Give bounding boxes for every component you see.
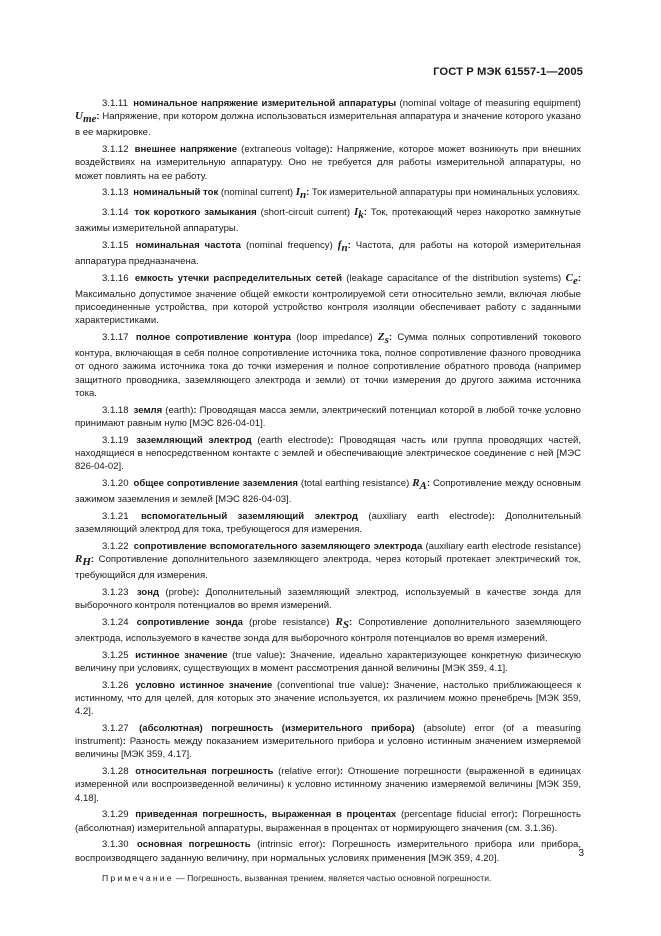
symbol-subscript: k [358, 208, 364, 221]
term-symbol: R [335, 615, 343, 628]
symbol-group [412, 476, 427, 492]
term-english: (short-circuit current) [256, 207, 354, 219]
colon: : [491, 510, 495, 522]
definition-entry [75, 510, 581, 536]
note [75, 872, 581, 884]
clause-number: 3.1.12 [102, 144, 129, 156]
symbol-group [75, 110, 97, 126]
term-english: (leakage capacitance of the distribution systems) [341, 272, 566, 284]
colon: : [347, 239, 351, 251]
colon: : [196, 586, 200, 598]
definition-text: Напряжение, которое может возникнуть при внешних воздействиях на измерительную аппаратуру. Оно не требуется для работы измерительной аппаратуры, но может повлиять на ее работу. [75, 144, 581, 182]
clause-number: 3.1.23 [102, 586, 129, 598]
clause-number: 3.1.18 [102, 404, 129, 416]
term: (абсолютная) погрешность (измерительного прибора) [139, 722, 415, 734]
clause-number: 3.1.26 [102, 679, 129, 691]
definition-text: Значение, настолько приближающееся к истинному, что для целей, для которых это значение используется, их различием можно пренебречь [МЭК 359, 4.2]. [75, 679, 582, 718]
colon: : [363, 207, 367, 219]
term: вспомогательный заземляющий электрод [141, 510, 358, 522]
clause-number: 3.1.19 [102, 434, 129, 446]
term-english: (intrinsic error) [250, 839, 323, 851]
term-symbol: R [412, 476, 420, 489]
definition-entry [75, 649, 581, 675]
term-english: (percentage fiducial error) [396, 809, 515, 821]
colon: : [122, 736, 126, 748]
symbol-group [295, 186, 307, 202]
definition-entry [75, 206, 581, 235]
definition-entry [75, 477, 581, 506]
term-english: (total earthing resistance) [297, 477, 413, 489]
definition-text: Дополнительный заземляющий электрод, используемый в качестве зонда для выборочного контроля потенциалов во время измерений. [75, 586, 581, 612]
symbol-group [565, 271, 578, 287]
term: земля [133, 404, 163, 416]
clause-number: 3.1.24 [102, 616, 129, 628]
term-english: (probe resistance) [242, 616, 336, 628]
colon: : [348, 616, 353, 628]
clause-number: 3.1.27 [102, 722, 129, 734]
definition-entry [75, 186, 581, 202]
symbol-subscript: s [384, 334, 389, 347]
definitions-list [75, 97, 581, 865]
symbol-group [337, 238, 348, 254]
term: ток короткого замыкания [134, 207, 257, 219]
document-body [75, 97, 581, 884]
definition-entry [75, 404, 581, 430]
clause-number: 3.1.15 [102, 239, 129, 251]
term-symbol: I [353, 206, 359, 219]
definition-text: Частота, для работы на которой измерительная аппаратура предназначена. [75, 239, 581, 268]
definition-entry [75, 586, 581, 612]
term: относительная погрешность [135, 766, 274, 778]
definition-entry [75, 765, 581, 805]
note-text: — Погрешность, вызванная трением, является частью основной погрешности. [176, 872, 492, 883]
symbol-group [353, 206, 364, 221]
colon: : [322, 839, 326, 851]
term: номинальный ток [133, 187, 219, 199]
symbol-subscript: H [82, 555, 91, 568]
term-symbol: f [337, 238, 342, 251]
term: зонд [136, 586, 160, 598]
term: сопротивление вспомогательного заземляющего электрода [133, 540, 423, 552]
term: внешнее напряжение [134, 144, 238, 156]
colon: : [340, 766, 344, 778]
definition-text: Ток, протекающий через накоротко замкнутые зажимы измерительной аппаратуры. [75, 207, 582, 235]
definition-entry [75, 616, 581, 645]
clause-number: 3.1.20 [102, 477, 129, 489]
definition-entry [75, 272, 581, 328]
definition-text: Разность между показанием измерительного прибора и условно истинным значением измеряемой величины [МЭК 359, 4.17]. [75, 736, 581, 761]
term: емкость утечки распределительных сетей [134, 272, 342, 284]
definition-text: Дополнительный заземляющий электрод для тока, требующегося для измерения. [75, 510, 582, 535]
clause-number: 3.1.25 [102, 649, 129, 661]
definition-text: Ток измерительной аппаратуры при номинальных условиях. [309, 187, 581, 199]
symbol-subscript: n [341, 241, 348, 254]
definition-entry [75, 434, 581, 474]
clause-number: 3.1.30 [102, 839, 129, 851]
definition-text: Напряжение, при котором должна использоваться измерительная аппаратура и значение которого указано в ее маркировке. [75, 111, 581, 139]
colon: : [385, 679, 389, 691]
definition-text: Проводящая масса земли, электрический потенциал которой в любой точке условно принимают равным нулю [МЭС 826-04-01]. [75, 404, 581, 429]
term: номинальная частота [135, 239, 241, 251]
definition-entry [75, 143, 581, 183]
term: полное сопротивление контура [135, 332, 291, 344]
term-english: (extraneous voltage) [237, 144, 330, 156]
symbol-group [335, 615, 349, 631]
definition-entry [75, 808, 581, 834]
clause-number: 3.1.28 [102, 766, 129, 778]
term-symbol: Z [377, 331, 385, 344]
term-english: (loop impedance) [290, 332, 378, 344]
colon: : [330, 434, 334, 446]
term-english: (auxiliary earth electrode resistance) [422, 540, 582, 552]
colon: : [96, 111, 100, 123]
clause-number: 3.1.14 [102, 207, 129, 219]
clause-number: 3.1.29 [102, 809, 129, 821]
term-symbol: U [75, 110, 83, 123]
term-english: (true value) [227, 649, 283, 661]
term-symbol: C [565, 271, 573, 284]
term: заземляющий электрод [136, 434, 252, 446]
clause-number: 3.1.17 [102, 332, 129, 344]
symbol-subscript: S [342, 618, 349, 631]
clause-number: 3.1.16 [102, 272, 129, 284]
colon: : [388, 332, 393, 344]
term: условно истинное значение [135, 679, 273, 691]
term-english: (nominal voltage of measuring equipment) [396, 98, 581, 109]
term-english: (auxiliary earth electrode) [357, 510, 492, 522]
term: приведенная погрешность, выраженная в процентах [135, 809, 397, 821]
colon: : [193, 404, 197, 416]
clause-number: 3.1.22 [102, 540, 129, 552]
term: номинальное напряжение измерительной аппаратуры [133, 98, 397, 109]
term-english: (earth) [162, 404, 194, 416]
definition-text: Сопротивление между основным зажимом заземления и землей [МЭС 826-04-03]. [75, 477, 581, 505]
term-english: (nominal current) [218, 187, 296, 199]
clause-number: 3.1.11 [102, 98, 128, 109]
definition-text: Сумма полных сопротивлений токового контура, включающая в себя полное сопротивление источника тока, полное сопротивление фазного проводника от одного зажима источника тока до точки измерения и полное сопротивление обратного провода (например защитного проводника, заземляющего электрода и земли) от точки измерения до другого зажима источника тока. [75, 332, 581, 399]
page-number: 3 [578, 848, 584, 859]
term-symbol: I [295, 186, 300, 199]
term-english: (earth electrode) [251, 434, 331, 446]
term: общее сопротивление заземления [133, 477, 298, 489]
colon: : [329, 144, 333, 156]
definition-text: Сопротивление дополнительного заземляющего электрода, через который протекает электрический ток, требующийся для измерения. [75, 553, 581, 582]
term-english: (absolute) error (of a measuring instrument) [75, 722, 581, 748]
definition-entry [75, 838, 581, 864]
symbol-subscript: n [299, 189, 307, 202]
colon: : [514, 809, 518, 821]
colon: : [426, 477, 431, 489]
definition-text: Проводящая часть или группа проводящих частей, находящиеся в непосредственном контакте с землей и обеспечивающие электрическое соединение с ней [МЭС 826-04-02]. [75, 434, 582, 473]
colon: : [282, 649, 286, 661]
term-english: (conventional true value) [272, 679, 386, 691]
definition-entry [75, 331, 581, 400]
definition-text: Отношение погрешности (выраженной в единицах измеренной или воспроизведенной величины) к условно истинному значению измеряемой величины [МЭК 359, 4.18]. [75, 766, 582, 804]
clause-number: 3.1.21 [102, 510, 129, 522]
term-symbol: R [75, 552, 83, 565]
definition-text: Максимально допустимое значение общей емкости контролируемой сети относительно земли, включая любые присоединенные устройства, при которой устройство контроля изоляции обеспечивает работу с заданными характеристиками. [75, 288, 581, 327]
document-header: ГОСТ Р МЭК 61557-1—2005 [433, 66, 583, 78]
definition-text: Значение, идеально характеризующее конкретную физическую величину при условиях, существующих в момент рассмотрения данной величины [МЭК 359, 4.1]. [75, 649, 581, 674]
term-english: (probe) [159, 586, 197, 598]
symbol-group [377, 331, 389, 347]
definition-text: Погрешность (абсолютная) измерительной аппаратуры, выраженная в процентах от нормирующего значения (см. 3.1.36). [75, 809, 581, 834]
symbol-subscript: e [572, 274, 578, 287]
definition-entry [75, 679, 581, 719]
definition-entry [75, 97, 581, 140]
definition-entry [75, 239, 581, 268]
term: истинное значение [135, 649, 228, 661]
clause-number: 3.1.13 [102, 187, 129, 199]
note-label: Примечание [102, 872, 174, 883]
term: основная погрешность [137, 839, 251, 851]
definition-entry [75, 722, 581, 762]
term-english: (nominal frequency) [240, 239, 338, 251]
symbol-subscript: me [82, 113, 97, 126]
colon: : [577, 272, 582, 284]
colon: : [90, 553, 95, 565]
definition-entry [75, 540, 581, 583]
term-english: (relative error) [273, 766, 341, 778]
definition-text: Сопротивление дополнительного заземляющего электрода, используемого в качестве зонда для выборочного контроля потенциалов во время измерений. [75, 616, 582, 644]
symbol-subscript: A [419, 479, 427, 492]
colon: : [306, 187, 310, 199]
definition-text: Погрешность измерительного прибора или прибора, воспроизводящего заданную величину, при нормальных условиях применения [МЭК 359, 4.20]. [75, 839, 582, 864]
symbol-group [75, 552, 91, 568]
term: сопротивление зонда [136, 616, 243, 628]
